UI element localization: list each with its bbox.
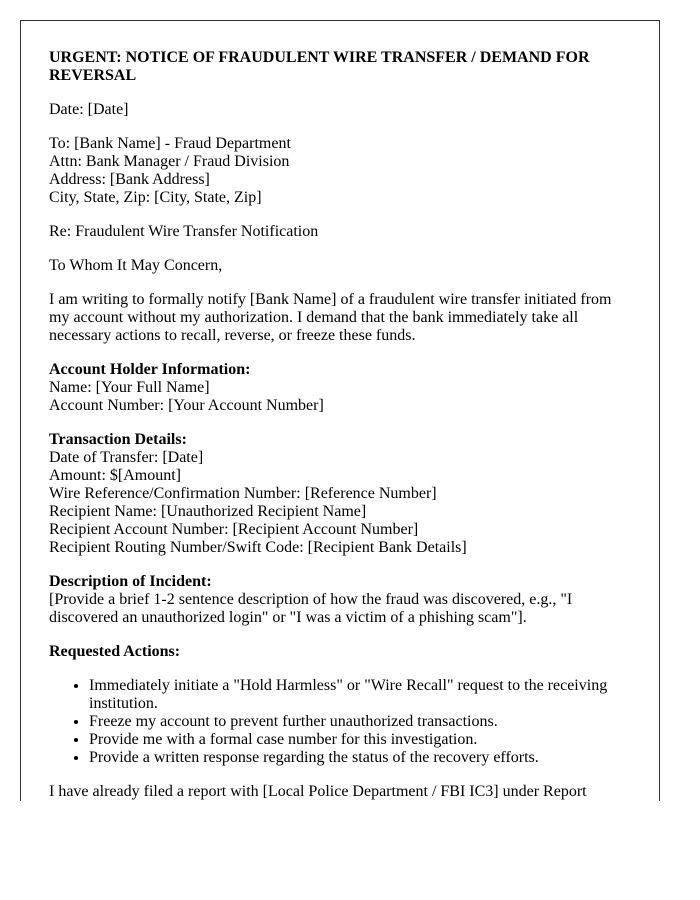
subject-line: Re: Fraudulent Wire Transfer Notification — [49, 223, 319, 240]
address-line: City, State, Zip: [City, State, Zip] — [49, 189, 262, 206]
transaction-section — [49, 431, 631, 557]
address-line: To: [Bank Name] - Fraud Department — [49, 135, 291, 152]
transaction-line: Date of Transfer: [Date] — [49, 449, 204, 466]
list-item: • Immediately initiate a "Hold Harmless" or "Wire Recall" request to the receiving institution. — [89, 677, 631, 713]
address-line: Attn: Bank Manager / Fraud Division — [49, 153, 290, 170]
salutation: To Whom It May Concern, — [49, 257, 223, 274]
transaction-line: Recipient Account Number: [Recipient Account Number] — [49, 521, 419, 538]
recipient-address — [49, 135, 631, 207]
actions-heading — [49, 643, 631, 661]
transaction-line: Amount: $[Amount] — [49, 467, 181, 484]
account-holder-section — [49, 361, 631, 415]
letter-document — [20, 20, 660, 801]
letter-date: Date: [Date] — [49, 101, 129, 118]
actions-list — [49, 677, 631, 767]
intro-paragraph: I am writing to formally notify [Bank Name] of a fraudulent wire transfer initiated from my account without my authorization. I demand that the bank immediately take all necessary actions to recall, reverse, or freeze these funds. — [49, 291, 612, 344]
account-line: Account Number: [Your Account Number] — [49, 397, 324, 414]
list-item: • Freeze my account to prevent further unauthorized transactions. — [89, 713, 631, 731]
account-heading: Account Holder Information: — [49, 361, 251, 378]
incident-section — [49, 573, 631, 627]
transaction-line: Recipient Name: [Unauthorized Recipient Name] — [49, 503, 367, 520]
address-line: Address: [Bank Address] — [49, 171, 210, 188]
closing-paragraph: I have already filed a report with [Local Police Department / FBI IC3] under Report — [49, 783, 587, 800]
transaction-heading: Transaction Details: — [49, 431, 187, 448]
actions-heading-text: Requested Actions: — [49, 643, 181, 660]
incident-heading: Description of Incident: — [49, 573, 212, 590]
transaction-line: Wire Reference/Confirmation Number: [Reference Number] — [49, 485, 437, 502]
letter-title: URGENT: NOTICE OF FRAUDULENT WIRE TRANSFER / DEMAND FOR REVERSAL — [49, 49, 590, 84]
list-item: • Provide a written response regarding the status of the recovery efforts. — [89, 749, 631, 767]
account-line: Name: [Your Full Name] — [49, 379, 210, 396]
transaction-line: Recipient Routing Number/Swift Code: [Recipient Bank Details] — [49, 539, 467, 556]
incident-text: [Provide a brief 1-2 sentence description of how the fraud was discovered, e.g., "I discovered an unauthorized login" or "I was a victim of a phishing scam"]. — [49, 591, 573, 626]
list-item: • Provide me with a formal case number for this investigation. — [89, 731, 631, 749]
